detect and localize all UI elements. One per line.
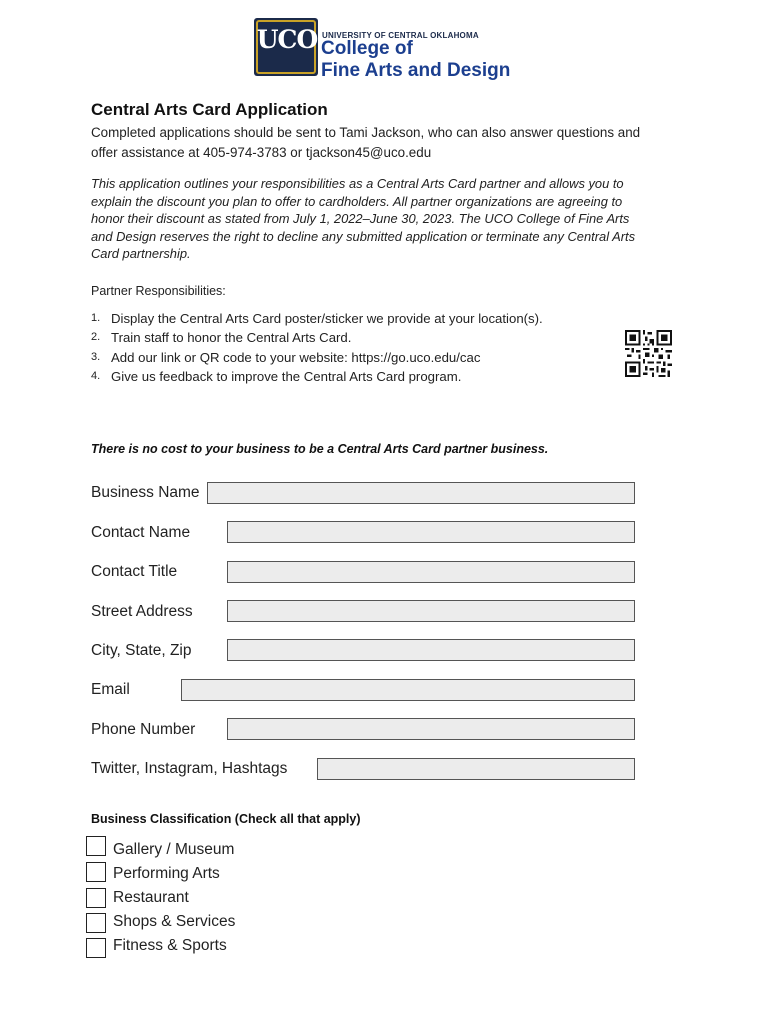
contact-name-input[interactable] [227, 521, 635, 543]
list-number: 2. [91, 331, 101, 344]
terms-line: and Design reserves the right to decline any submitted application or terminate any Central Arts [91, 228, 636, 244]
contact-title-label: Contact Title [91, 563, 178, 580]
city-state-zip-label: City, State, Zip [91, 642, 192, 659]
business-name-label: Business Name [91, 484, 200, 501]
restaurant-checkbox[interactable] [86, 888, 106, 908]
restaurant-label: Restaurant [113, 889, 189, 906]
classification-heading: Business Classification (Check all that apply) [91, 812, 361, 826]
intro-paragraph [91, 123, 681, 163]
list-number: 4. [91, 369, 101, 382]
street-address-label: Street Address [91, 603, 193, 620]
college-name-line2: Fine Arts and Design [321, 60, 511, 81]
college-name-line1: College of [321, 38, 413, 59]
fitness-sports-checkbox[interactable] [86, 938, 106, 958]
list-item [91, 309, 611, 328]
phone-number-input[interactable] [227, 718, 635, 740]
list-number: 1. [91, 312, 101, 324]
terms-line: Card partnership. [91, 246, 191, 262]
phone-number-label: Phone Number [91, 721, 196, 738]
university-name: UNIVERSITY OF CENTRAL OKLAHOMA [322, 31, 479, 40]
gallery-museum-checkbox[interactable] [86, 836, 106, 856]
performing-arts-checkbox[interactable] [86, 862, 106, 882]
terms-line: honor their discount as stated from July 1, 2022–June 30, 2023. The UCO College of Fine Arts [91, 211, 630, 227]
list-text: Train staff to honor the Central Arts Card. [111, 330, 352, 346]
uco-logo-text: UCO [256, 25, 318, 54]
intro-line: Completed applications should be sent to Tami Jackson, who can also answer questions and [91, 125, 641, 140]
street-address-input[interactable] [227, 600, 635, 622]
page-title: Central Arts Card Application [91, 100, 328, 119]
list-number: 3. [91, 350, 101, 363]
performing-arts-label: Performing Arts [113, 865, 220, 882]
shops-services-label: Shops & Services [113, 913, 236, 930]
email-input[interactable] [181, 679, 635, 701]
terms-line: explain the discount you plan to offer to cardholders. All partner organizations are agreeing to [91, 193, 623, 209]
responsibilities-list [91, 309, 611, 386]
qr-code-icon [625, 330, 672, 377]
social-media-label: Twitter, Instagram, Hashtags [91, 760, 288, 777]
social-media-input[interactable] [317, 758, 635, 780]
list-item [91, 348, 611, 367]
email-label: Email [91, 681, 130, 698]
list-text: Add our link or QR code to your website: https://go.uco.edu/cac [111, 349, 481, 365]
list-item [91, 328, 611, 347]
terms-paragraph [91, 175, 691, 263]
terms-line: This application outlines your responsibilities as a Central Arts Card partner and allows you to [91, 176, 624, 191]
fitness-sports-label: Fitness & Sports [113, 937, 227, 954]
shops-services-checkbox[interactable] [86, 913, 106, 933]
list-item [91, 367, 611, 386]
intro-line: offer assistance at 405-974-3783 or tjackson45@uco.edu [91, 145, 432, 160]
gallery-museum-label: Gallery / Museum [113, 841, 235, 858]
business-name-input[interactable] [207, 482, 635, 504]
list-text: Display the Central Arts Card poster/sticker we provide at your location(s). [111, 311, 543, 326]
responsibilities-heading: Partner Responsibilities: [91, 284, 226, 298]
no-cost-note: There is no cost to your business to be a Central Arts Card partner business. [91, 442, 549, 456]
contact-title-input[interactable] [227, 561, 635, 583]
contact-name-label: Contact Name [91, 524, 191, 541]
city-state-zip-input[interactable] [227, 639, 635, 661]
list-text: Give us feedback to improve the Central Arts Card program. [111, 368, 462, 384]
